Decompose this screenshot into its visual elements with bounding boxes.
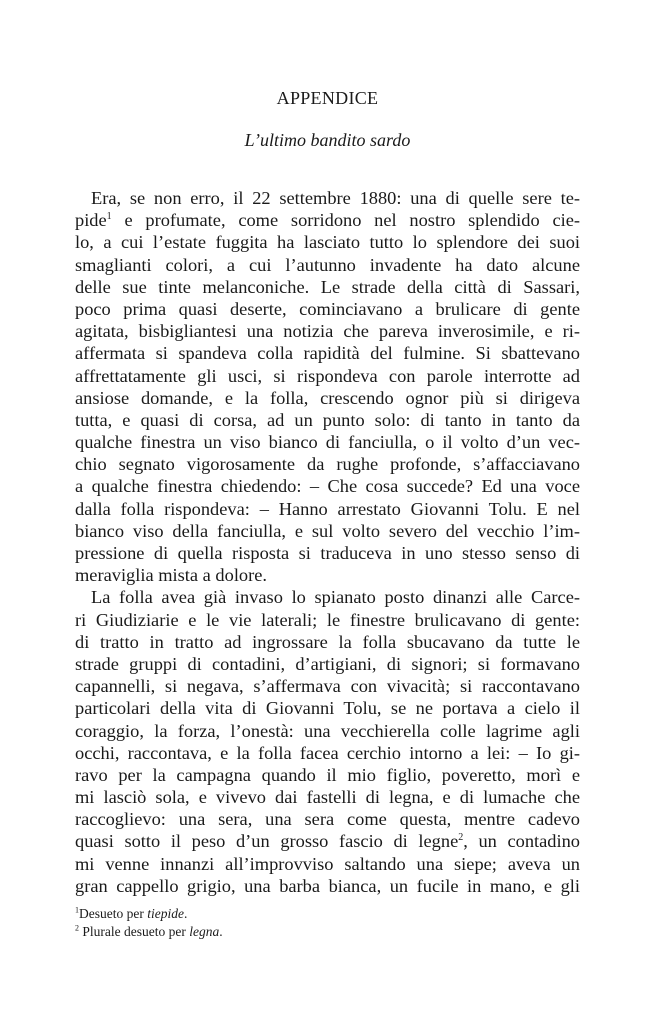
footnote: $^2$ Plurale desueto per legna. xyxy=(75,923,223,939)
footnote-ref: 2 xyxy=(458,832,464,844)
text-line: gran cappello grigio, una barba bianca, un fucile in mano, e gli xyxy=(75,875,580,896)
text-line: particolari della vita di Giovanni Tolu, se ne portava a cielo il xyxy=(75,698,580,719)
text-line: tutta, e quasi di corsa, ad un punto solo: di tanto in tanto da xyxy=(75,409,580,430)
body-text xyxy=(75,187,580,897)
text-line: pide$^1$ e profumate, come sorridono nel nostro splendido cie- xyxy=(75,210,580,231)
book-page xyxy=(75,0,580,1024)
text-line: occhi, raccontava, e la folla facea cerchio intorno a lei: – Io gi- xyxy=(75,742,580,763)
text-line: di tratto in tratto ad ingrossare la folla sbucavano da tutte le xyxy=(75,631,580,652)
text-line: dalla folla rispondeva: – Hanno arrestato Giovanni Tolu. E nel xyxy=(75,498,580,519)
text-line: qualche finestra un viso bianco di fanciulla, o il volto d’un vec- xyxy=(75,432,580,453)
text-line: quasi sotto il peso d’un grosso fascio di legne$^2$, un contadino xyxy=(75,831,580,852)
text-line: agitata, bisbigliantesi una notizia che pareva inverosimile, e ri- xyxy=(75,321,580,342)
text-line: ri Giudiziarie e le vie laterali; le finestre brulicavano di gente: xyxy=(75,609,580,630)
chapter-subtitle: L’ultimo bandito sardo xyxy=(244,130,411,150)
text-line: affermata si spandeva colla rapidità del fulmine. Si sbattevano xyxy=(75,343,580,364)
text-line: raccoglievo: una sera, una sera come questa, mentre cadevo xyxy=(75,809,580,830)
footnote: $^1$Desueto per tiepide. xyxy=(75,905,188,921)
text-line: lo, a cui l’estate fuggita ha lasciato tutto lo splendore dei suoi xyxy=(75,232,580,253)
text-line: Era, se non erro, il 22 settembre 1880: una di quelle sere te- xyxy=(91,188,580,208)
text-line: La folla avea già invaso lo spianato posto dinanzi alle Carce- xyxy=(91,587,580,608)
text-line: capannelli, si negava, s’affermava con vivacità; si raccontavano xyxy=(75,676,580,697)
text-line: coraggio, la forza, l’onestà: una vecchierella colle lagrime agli xyxy=(75,720,580,741)
text-line: strade gruppi di contadini, d’artigiani, di signori; si formavano xyxy=(75,653,580,674)
footnotes xyxy=(75,905,580,941)
text-line: delle sue tinte melanconiche. Le strade della città di Sassari, xyxy=(75,276,580,297)
text-line: poco prima quasi deserte, cominciavano a brulicare di gente xyxy=(75,298,580,319)
text-line: pressione di quella risposta si traduceva in uno stesso senso di xyxy=(75,543,580,563)
text-line: mi lasciò sola, e vivevo dai fastelli di legna, e di lumache che xyxy=(75,787,580,808)
text-line: a qualche finestra chiedendo: – Che cosa succede? Ed una voce xyxy=(75,476,580,497)
text-line: ansiose domande, e la folla, crescendo ognor più si dirigeva xyxy=(75,387,580,408)
text-line: mi venne innanzi all’improvviso saltando una siepe; aveva un xyxy=(75,853,580,874)
text-line: affrettatamente gli usci, si rispondeva con parole interrotte ad xyxy=(75,365,580,386)
text-line: ravo per la campagna quando il mio figlio, poveretto, morì e xyxy=(75,764,580,785)
text-line: smaglianti colori, a cui l’autunno invadente ha dato alcune xyxy=(75,254,580,275)
chapter-title: APPENDICE xyxy=(276,88,379,108)
text-line: meraviglia mista a dolore. xyxy=(75,565,268,586)
footnote-ref: 1 xyxy=(106,211,112,223)
text-line: chio segnato vigorosamente da rughe profonde, s’affacciavano xyxy=(75,454,580,475)
text-line: bianco viso della fanciulla, e sul volto severo del vecchio l’im- xyxy=(75,520,580,541)
